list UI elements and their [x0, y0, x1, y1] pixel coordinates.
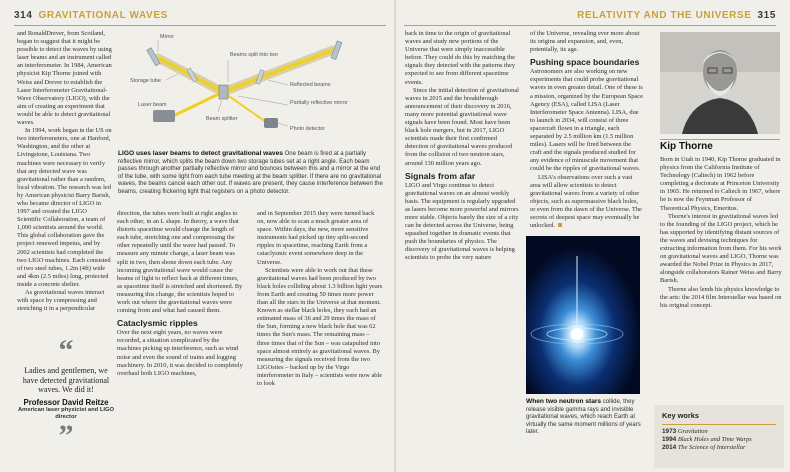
beam-splitter [219, 85, 228, 99]
laser-beam-source [173, 92, 223, 116]
heading-signals-from-afar: Signals from afar [405, 170, 476, 181]
bio-paragraph-3: Thorne also lends his physics knowledge to the arts: the 2014 film Interstellar was based on his original concept. [660, 285, 782, 309]
pull-quote [18, 334, 115, 452]
neutron-star-image [526, 236, 640, 394]
label-beam-splitter: Beam splitter [206, 116, 238, 122]
end-mark-icon [558, 223, 562, 227]
key-work-item: 1973 Gravitation [662, 428, 708, 435]
photo-caption-title: When two neutron stars [526, 398, 602, 405]
diagram-caption-text: One beam is fired at a partially reflective mirror, which splits the beam down two storage tubes set at a right angle. Each beam passes through another partially reflective mirror and bounces between this and a mirror at the end of the tube, with some light from each tube meeting at the beam splitter. If there are no gravitational waves, the beams cancel each other out. If waves are present, they cause interference between the beams, creating flickering light that registers on a photo detector. [118, 151, 383, 195]
left-header-rule [14, 25, 386, 26]
column-5 [530, 30, 644, 230]
col2-paragraph-2: Over the next eight years, no waves were recorded, a situation complicated by the machines picking up interference, such as wind noise and even the sound of trains and logging machinery. In 2010, it was decided to completely overhaul both LIGO machines, [117, 329, 243, 377]
col1-paragraph-1: and RonaldDrever, from Scotland, began to suggest that it might be possible to detect the waves by using laser beams and an instrument called an interferometer. In 1984, American physicist Kip Thorne joined with Weiss and Drever to establish the Laser Interferometer Gravitational-Wave Observatory (LIGO), with the aim of creating an experiment that would be able to detect gravitational waves. [17, 30, 112, 127]
key-works-title: Key works [662, 411, 699, 420]
right-running-title: RELATIVITY AND THE UNIVERSE [577, 10, 752, 21]
label-reflected-beams: Reflected beams [290, 82, 331, 88]
heading-pushing-space-boundaries: Pushing space boundaries [530, 57, 640, 68]
col1-paragraph-3: As gravitational waves interact with space by compressing and stretching it in a perpendicular [17, 289, 105, 313]
col5-paragraph-2: Astronomers are also working on new experiments that could probe gravitational waves in even greater detail. One of these is a mission, organized by the European Space Agency (ESA), called LISA (Laser Interferometer Space Antenna). LISA, due to launch in 2034, will consist of three spacecraft flown in a triangle, each separated by 2.5 million km (1.5 million miles). Lasers will be fired between the craft and the signals produced studied for any evidence of minuscule movement that could be the ripples of gravitational waves. [530, 68, 643, 173]
portrait-art [660, 32, 780, 134]
bio-text [660, 156, 782, 310]
label-mirror: Mirror [160, 34, 175, 40]
diagram-caption-title: LIGO uses laser beams to detect gravitational waves [118, 150, 283, 157]
close-quote-mark: ” [58, 418, 74, 452]
photo-caption [526, 398, 642, 437]
neutron-star-art [526, 236, 640, 394]
quote-author: Professor David Reitze [23, 397, 109, 407]
col3-paragraph-2: Scientists were able to work out that these gravitational waves had been produced by two black holes colliding about 1.3 billion light years from Earth and creating 50 times more power than all the stars in the Universe at that moment. Known as stellar black holes, they each had an estimated mass of 36 and 29 times the mass of the Sun, forming a new black hole that was 62 times the Sun's mass. The remaining mass – three times that of the Sun – was catapulted into space almost entirely as gravitational waves. By measuring the signals received from the two LIGOsites – backed up by the Virgo interferometer in Italy – scientists were now able to look [257, 266, 383, 387]
label-laser-beam: Laser beam [138, 102, 167, 108]
bio-rule [660, 139, 780, 140]
col1-paragraph-2: In 1994, work began in the US on two interferometers, one at Hanford, Washington, and the other at Livingstone, Louisiana. Two machines were necessary to verify that any detected wave was gravitational rather than a random, local vibration. The research was led by American physicist Barry Barish, who became director of LIGO in 1997 and created the LIGO Scientific Collaboration, a team of 1,000 scientists around the world. This global collaboration gave the project renewed impetus, and by 2002 scientists had completed the two LIGO machines. Each consisted of two steel tubes, 1.2m (4ft) wide and 4km (2.5 miles) long, protected inside a concrete shelter. [17, 127, 112, 288]
col4-paragraph-3: LIGO and Virgo continue to detect gravitational waves on an almost weekly basis. The equipment is regularly upgraded as lasers become more powerful and mirrors more stable. Objects barely the size of a city can be detected across the Universe, being squashed together in dramatic events that push the boundaries of physics. The discovery of gravitational waves is helping scientists to probe the very nature [405, 181, 519, 262]
label-photo-detector: Photo detector [290, 126, 326, 132]
column-1 [17, 30, 112, 313]
label-partially-reflective: Partially reflective mirror [290, 100, 348, 106]
column-4 [405, 30, 519, 263]
col3-paragraph-1: and in September 2015 they were turned back on, now able to scan a much greater area of space. Within days, the new, more sensitive instruments had picked up tiny split-second ripples in spacetime, reaching Earth from a cataclysmic event somewhere deep in the Universe. [257, 210, 375, 266]
right-page-number: 315 [757, 10, 776, 21]
col5-paragraph-1: of the Universe, revealing ever more about its origins and expansion, and, even, potentially, its age. [530, 30, 640, 54]
page-gutter [394, 0, 396, 472]
left-running-title: GRAVITATIONAL WAVES [38, 10, 168, 21]
photo-caption-text: collide, they release visible gamma rays and invisible gravitational waves, which reach Earth at virtually the same moment millions of years later. [526, 399, 641, 436]
heading-cataclysmic-ripples: Cataclysmic ripples [117, 318, 198, 329]
col2-paragraph-1: direction, the tubes were built at right angles to each other, in an L shape. In theory, a wave that distorts spacetime would change the length of each tube, stretching one and compressing the other repeatedly until the wave had passed. To measure any minute change, a laser beam was split in two, then shone down each tube. Any incoming gravitational wave would cause the beams of light to reflect back at different times, as spacetime itself is stretched and shortened. By measuring this change, the scientists hoped to work out where the gravitational waves were coming from and what had caused them. [117, 210, 243, 315]
right-running-header [577, 10, 776, 21]
ligo-diagram-svg [118, 30, 383, 145]
bio-name: Kip Thorne [660, 141, 713, 152]
laser-source [153, 110, 175, 122]
photo-detector [264, 118, 278, 128]
diagram-caption [118, 150, 386, 197]
left-running-header [14, 10, 168, 21]
column-3 [257, 210, 383, 388]
bio-paragraph-2: Thorne's interest in gravitational waves led to the founding of the LIGO project, which he has supported by identifying distant sources of the waves and devising techniques for extracting information from them. For his work on gravitational waves and LIGO, Thorne was awarded the Nobel Prize in Physics in 2017, alongside collaborators Rainer Weiss and Barry Barish. [660, 212, 782, 285]
key-work-item: 1994 Black Holes and Time Warps [662, 436, 752, 443]
left-page-number: 314 [14, 10, 33, 21]
kip-thorne-portrait [660, 32, 780, 134]
right-header-rule [404, 25, 776, 26]
open-quote-mark: “ [58, 334, 74, 367]
key-work-item: 2014 The Science of Interstellar [662, 444, 746, 451]
col5-paragraph-3: LISA's observations over such a vast area will allow scientists to detect gravitational waves from a variety of other objects, such as supermassive black holes, or even from the dawn of the Universe. The secrets of deepest space may eventually be unlocked. [530, 173, 642, 230]
key-works-panel [654, 405, 784, 468]
label-beams-split: Beams split into two [230, 52, 278, 58]
ligo-diagram [118, 30, 383, 145]
bio-paragraph-1: Born in Utah in 1940, Kip Thorne graduated in physics from the California Institute of Technology (Caltech) in 1962 before completing a doctorate at Princeton University in 1965. He returned to Caltech in 1967, where he is now the Feynman Professor of Theoretical Physics, Emeritus. [660, 156, 781, 212]
label-storage-tube: Storage tube [130, 78, 161, 84]
col4-paragraph-2: Since the initial detection of gravitational waves in 2015 and the breakthrough announcement of their discovery in 2016, many more potential gravitational wave signals have been found. Most have been black hole mergers, but in 2017, LIGO scientists made their first confirmed detection of gravitational waves produced from the collision of two neutron stars, around 130 million years ago. [405, 86, 519, 167]
key-works-rule [662, 424, 776, 425]
quote-author-role: American laser physicist and LIGO director [18, 406, 115, 420]
quote-text: Ladies and gentlemen, we have detected gravitational waves. We did it! [22, 366, 110, 395]
column-2 [117, 210, 243, 378]
col4-paragraph-1: back in time to the origin of gravitational waves and study new portions of the Universe that were simply inaccessible before. They could do this by matching the signals they detected with the patterns they expected to see from different spacetime events. [405, 30, 516, 86]
